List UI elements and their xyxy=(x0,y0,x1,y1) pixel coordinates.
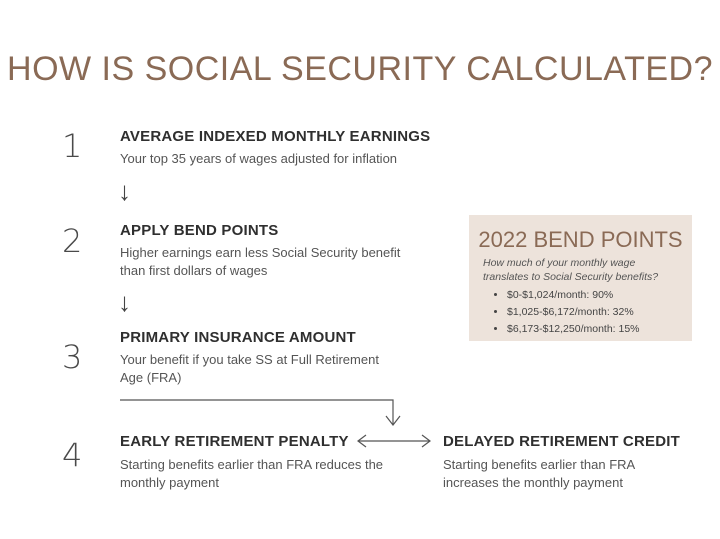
step-4-left-description-line: monthly payment xyxy=(120,475,219,490)
bend-point-item: • $6,173-$12,250/month: 15% xyxy=(507,321,640,338)
step-4-left-description-line: Starting benefits earlier than FRA reduces the xyxy=(120,457,384,472)
bend-point-item: • $0-$1,024/month: 90% xyxy=(507,287,640,304)
step-4-left-heading: EARLY RETIREMENT PENALTY xyxy=(120,433,349,450)
step-3-description-line: Age (FRA) xyxy=(120,370,182,385)
step-1-description: Your top 35 years of wages adjusted for inflation xyxy=(120,151,398,166)
step-2-description-line: than first dollars of wages xyxy=(120,263,268,278)
step-3-number: 3 xyxy=(62,338,83,376)
down-arrow-icon: ↓ xyxy=(118,287,131,317)
step-4-right-description-line: Starting benefits earlier than FRA xyxy=(443,457,636,472)
down-arrow-icon: ↓ xyxy=(118,176,131,206)
bend-points-box xyxy=(469,215,692,341)
connector-path xyxy=(120,400,393,424)
bend-point-item: • $1,025-$6,172/month: 32% xyxy=(507,304,640,321)
bend-points-title: 2022 BEND POINTS xyxy=(478,227,683,252)
step-3-description-line: Your benefit if you take SS at Full Retirement xyxy=(120,352,379,367)
step-2-description-line: Higher earnings earn less Social Security benefit xyxy=(120,245,401,260)
step-1-number: 1 xyxy=(62,127,83,165)
page-title: HOW IS SOCIAL SECURITY CALCULATED? xyxy=(7,50,713,88)
step-2-number: 2 xyxy=(62,222,83,260)
step-4-right-heading: DELAYED RETIREMENT CREDIT xyxy=(443,433,680,450)
bend-points-list xyxy=(495,287,640,338)
step-1-heading: AVERAGE INDEXED MONTHLY EARNINGS xyxy=(120,128,431,145)
bend-points-subtitle xyxy=(483,256,683,284)
bend-points-subtitle-line: How much of your monthly wage xyxy=(483,257,636,269)
step-4-right-description-line: increases the monthly payment xyxy=(443,475,623,490)
step-2-heading: APPLY BEND POINTS xyxy=(120,222,279,239)
bend-points-subtitle-line: translates to Social Security benefits? xyxy=(483,271,659,283)
step-3-heading: PRIMARY INSURANCE AMOUNT xyxy=(120,329,356,346)
step-4-number: 4 xyxy=(62,436,83,474)
